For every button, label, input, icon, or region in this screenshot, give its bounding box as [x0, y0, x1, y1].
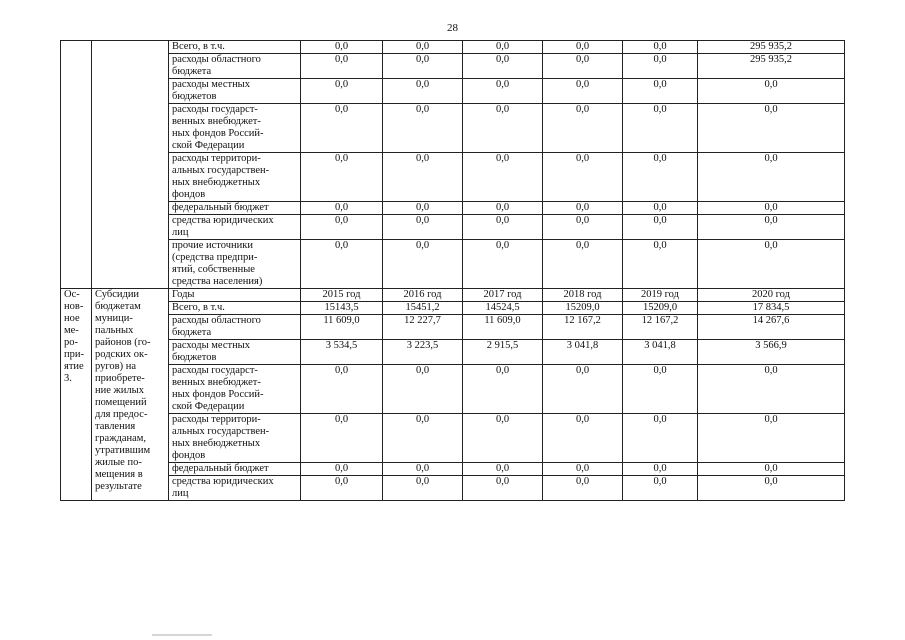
page-number: 28	[447, 22, 458, 34]
years-label: Годы	[169, 289, 301, 302]
row-label: федеральный бюджет	[169, 202, 301, 215]
value-cell: 0,0	[698, 79, 845, 104]
value-cell: 0,0	[623, 215, 698, 240]
value-cell: 0,0	[698, 202, 845, 215]
value-cell: 0,0	[383, 54, 463, 79]
table-row	[61, 365, 845, 414]
value-cell: 0,0	[383, 41, 463, 54]
row-label: Всего, в т.ч.	[169, 41, 301, 54]
value-cell: 15451,2	[383, 302, 463, 315]
row-label: средства юридических лиц	[169, 215, 301, 240]
row-label: расходы территори- альных государствен- ных внебюджетных фондов	[169, 414, 301, 463]
value-cell: 0,0	[463, 79, 543, 104]
table-row	[61, 302, 845, 315]
value-cell: 0,0	[463, 414, 543, 463]
table-row	[61, 202, 845, 215]
value-cell: 0,0	[463, 104, 543, 153]
row-label: расходы государст- венных внебюджет- ных фондов Россий- ской Федерации	[169, 365, 301, 414]
value-cell: 0,0	[543, 79, 623, 104]
value-cell: 0,0	[301, 54, 383, 79]
value-cell: 0,0	[543, 215, 623, 240]
value-cell: 0,0	[463, 476, 543, 501]
row-label: расходы областного бюджета	[169, 54, 301, 79]
value-cell: 3 223,5	[383, 340, 463, 365]
budget-table	[60, 40, 845, 501]
value-cell: 3 534,5	[301, 340, 383, 365]
row-label: Всего, в т.ч.	[169, 302, 301, 315]
value-cell: 0,0	[623, 41, 698, 54]
value-cell: 0,0	[463, 202, 543, 215]
value-cell: 0,0	[301, 41, 383, 54]
year-header-cell: 2020 год	[698, 289, 845, 302]
value-cell: 0,0	[301, 240, 383, 289]
value-cell: 0,0	[301, 202, 383, 215]
value-cell: 0,0	[698, 215, 845, 240]
table-row	[61, 41, 845, 54]
row-label: расходы государст- венных внебюджет- ных фондов Россий- ской Федерации	[169, 104, 301, 153]
years-header-row	[61, 289, 845, 302]
value-cell: 0,0	[383, 240, 463, 289]
table-row	[61, 414, 845, 463]
year-header-cell: 2017 год	[463, 289, 543, 302]
value-cell: 0,0	[698, 240, 845, 289]
value-cell: 11 609,0	[463, 315, 543, 340]
value-cell: 11 609,0	[301, 315, 383, 340]
value-cell: 0,0	[301, 79, 383, 104]
value-cell: 0,0	[543, 104, 623, 153]
value-cell: 0,0	[623, 79, 698, 104]
table-row	[61, 104, 845, 153]
value-cell: 0,0	[623, 202, 698, 215]
value-cell: 15143,5	[301, 302, 383, 315]
value-cell: 12 167,2	[543, 315, 623, 340]
value-cell: 0,0	[383, 365, 463, 414]
measure-label: Ос- нов- ное ме- ро- при- ятие 3.	[61, 289, 92, 501]
value-cell: 0,0	[698, 365, 845, 414]
empty-description-cell	[92, 41, 169, 289]
year-header-cell: 2016 год	[383, 289, 463, 302]
value-cell: 0,0	[383, 463, 463, 476]
table-row	[61, 315, 845, 340]
value-cell: 0,0	[543, 54, 623, 79]
value-cell: 14 267,6	[698, 315, 845, 340]
row-label: расходы местных бюджетов	[169, 340, 301, 365]
row-label: федеральный бюджет	[169, 463, 301, 476]
table-row	[61, 79, 845, 104]
value-cell: 0,0	[543, 153, 623, 202]
value-cell: 0,0	[383, 153, 463, 202]
row-label: расходы местных бюджетов	[169, 79, 301, 104]
value-cell: 295 935,2	[698, 41, 845, 54]
value-cell: 0,0	[543, 202, 623, 215]
table-row	[61, 463, 845, 476]
value-cell: 3 041,8	[623, 340, 698, 365]
value-cell: 0,0	[383, 104, 463, 153]
value-cell: 0,0	[698, 153, 845, 202]
value-cell: 0,0	[698, 476, 845, 501]
table-body	[61, 41, 845, 501]
table-row	[61, 240, 845, 289]
value-cell: 0,0	[623, 476, 698, 501]
value-cell: 0,0	[698, 414, 845, 463]
value-cell: 0,0	[301, 153, 383, 202]
value-cell: 0,0	[543, 476, 623, 501]
value-cell: 17 834,5	[698, 302, 845, 315]
row-label: средства юридических лиц	[169, 476, 301, 501]
value-cell: 0,0	[463, 463, 543, 476]
value-cell: 0,0	[463, 240, 543, 289]
value-cell: 0,0	[301, 215, 383, 240]
value-cell: 0,0	[383, 79, 463, 104]
value-cell: 2 915,5	[463, 340, 543, 365]
value-cell: 0,0	[301, 414, 383, 463]
table-row	[61, 215, 845, 240]
value-cell: 0,0	[383, 476, 463, 501]
value-cell: 3 041,8	[543, 340, 623, 365]
value-cell: 0,0	[543, 414, 623, 463]
row-label: расходы территори- альных государствен- ных внебюджетных фондов	[169, 153, 301, 202]
value-cell: 0,0	[623, 240, 698, 289]
value-cell: 0,0	[543, 365, 623, 414]
value-cell: 12 227,7	[383, 315, 463, 340]
value-cell: 0,0	[301, 463, 383, 476]
value-cell: 14524,5	[463, 302, 543, 315]
value-cell: 0,0	[698, 463, 845, 476]
table-row	[61, 153, 845, 202]
value-cell: 0,0	[623, 463, 698, 476]
year-header-cell: 2019 год	[623, 289, 698, 302]
value-cell: 15209,0	[543, 302, 623, 315]
value-cell: 0,0	[698, 104, 845, 153]
table-row	[61, 340, 845, 365]
value-cell: 0,0	[623, 414, 698, 463]
value-cell: 0,0	[543, 41, 623, 54]
value-cell: 0,0	[383, 202, 463, 215]
value-cell: 0,0	[623, 365, 698, 414]
value-cell: 0,0	[623, 104, 698, 153]
row-label: расходы областного бюджета	[169, 315, 301, 340]
year-header-cell: 2015 год	[301, 289, 383, 302]
value-cell: 0,0	[463, 215, 543, 240]
value-cell: 12 167,2	[623, 315, 698, 340]
empty-measure-cell	[61, 41, 92, 289]
value-cell: 3 566,9	[698, 340, 845, 365]
value-cell: 0,0	[463, 153, 543, 202]
value-cell: 0,0	[463, 365, 543, 414]
value-cell: 0,0	[623, 54, 698, 79]
value-cell: 295 935,2	[698, 54, 845, 79]
row-label: прочие источники (средства предпри- ятий, собственные средства населения)	[169, 240, 301, 289]
table-row	[61, 476, 845, 501]
value-cell: 0,0	[623, 153, 698, 202]
value-cell: 0,0	[463, 54, 543, 79]
value-cell: 0,0	[383, 215, 463, 240]
value-cell: 0,0	[543, 463, 623, 476]
value-cell: 0,0	[463, 41, 543, 54]
measure-description: Субсидии бюджетам муници- пальных районов (го- родских ок- ругов) на приобрете- ние жилых помещений для предос- тавления гражданам, утратившим жилые по- мещения в результате	[92, 289, 169, 501]
value-cell: 0,0	[543, 240, 623, 289]
value-cell: 0,0	[301, 365, 383, 414]
value-cell: 0,0	[383, 414, 463, 463]
value-cell: 0,0	[301, 476, 383, 501]
year-header-cell: 2018 год	[543, 289, 623, 302]
value-cell: 15209,0	[623, 302, 698, 315]
value-cell: 0,0	[301, 104, 383, 153]
table-row	[61, 54, 845, 79]
scan-artifact	[152, 634, 212, 636]
